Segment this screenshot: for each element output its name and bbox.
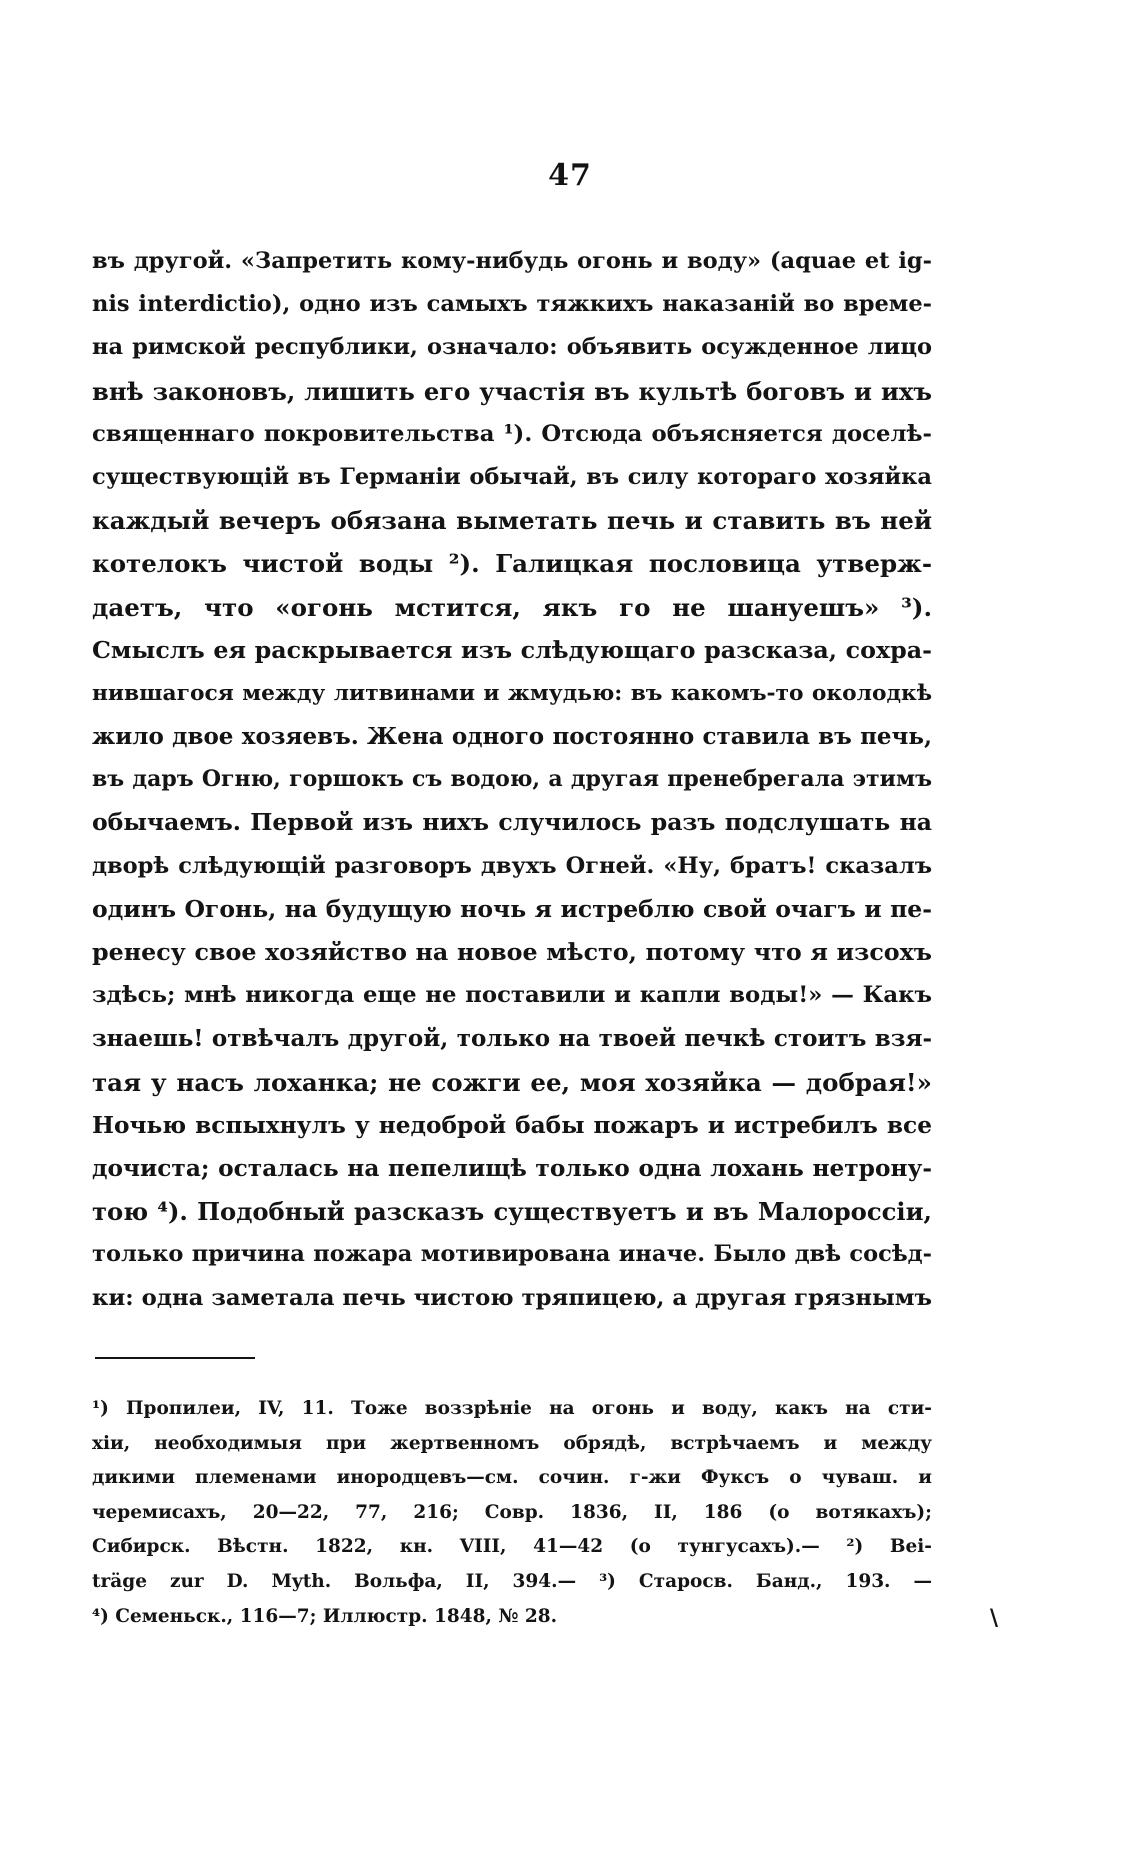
- text-line: внѣ законовъ, лишить его участія въ культѣ боговъ и ихъ: [92, 376, 932, 406]
- footnote-line: ¹) Пропилеи, IV, 11. Тоже воззрѣніе на огонь и воду, какъ на сти-: [92, 1398, 932, 1419]
- text-line: дворѣ слѣдующій разговоръ двухъ Огней. «Ну, братъ! сказалъ: [92, 852, 932, 879]
- text-line: даетъ, что «огонь мстится, якъ го не шануешъ» ³).: [92, 592, 932, 622]
- text-line: обычаемъ. Первой изъ нихъ случилось разъ подслушать на: [92, 808, 932, 837]
- footnote-line: дикими племенами инородцевъ—см. сочин. г-жи Фуксъ о чуваш. и: [92, 1467, 932, 1489]
- text-line: каждый вечеръ обязана выметать печь и ставить въ ней: [92, 506, 932, 536]
- text-line: жило двое хозяевъ. Жена одного постоянно ставила въ печь,: [92, 723, 932, 751]
- footnote-divider: [95, 1357, 255, 1359]
- text-line: только причина пожара мотивирована иначе. Было двѣ сосѣд-: [92, 1241, 932, 1268]
- footnote-line: хіи, необходимыя при жертвенномъ обрядѣ, встрѣчаемъ и между: [92, 1432, 932, 1454]
- text-line: священнаго покровительства ¹). Отсюда объясняется доселѣ-: [92, 420, 932, 447]
- text-line: дочиста; осталась на пепелищѣ только одна лохань нетрону-: [92, 1154, 932, 1182]
- text-line: Ночью вспыхнулъ у недоброй бабы пожаръ и истребилъ все: [92, 1111, 932, 1139]
- text-line: Смыслъ ея раскрывается изъ слѣдующаго разсказа, сохра-: [92, 635, 932, 664]
- text-line: тая у насъ лоханка; не сожги ее, моя хозяйка — добрая!»: [92, 1067, 932, 1097]
- text-line: тою ⁴). Подобный разсказъ существуетъ и въ Малороссіи,: [92, 1197, 932, 1227]
- text-line: на римской республики, означало: объявить осужденное лицо: [92, 334, 932, 361]
- text-line: нившагося между литвинами и жмудью: въ какомъ-то околодкѣ: [92, 680, 932, 706]
- footnote-line: träge zur D. Myth. Вольфа, II, 394.— ³) Старосв. Банд., 193. —: [92, 1570, 932, 1592]
- text-line: одинъ Огонь, на будущую ночь я истреблю свой очагъ и пе-: [92, 894, 932, 923]
- footnote-line: ⁴) Семеньск., 116—7; Иллюстр. 1848, № 28.: [92, 1605, 558, 1627]
- text-line: котелокъ чистой воды ²). Галицкая пословица утверж-: [92, 549, 932, 579]
- text-line: знаешь! отвѣчалъ другой, только на твоей печкѣ стоитъ взя-: [92, 1025, 932, 1053]
- footnote-line: черемисахъ, 20—22, 77, 216; Совр. 1836, II, 186 (о вотякахъ);: [92, 1501, 932, 1523]
- page-number: 47: [548, 158, 592, 193]
- stray-mark: \: [990, 1605, 999, 1631]
- footnote-line: Сибирск. Вѣстн. 1822, кн. VIII, 41—42 (о тунгусахъ).— ²) Bei-: [92, 1536, 932, 1558]
- main-text: [92, 240, 932, 1320]
- text-line: въ другой. «Запретить кому-нибудь огонь и воду» (aquae et ig-: [92, 248, 932, 274]
- text-line: существующій въ Германіи обычай, въ силу котораго хозяйка: [92, 463, 932, 490]
- text-line: ренесу свое хозяйство на новое мѣсто, потому что я изсохъ: [92, 938, 932, 966]
- text-line: ки: одна заметала печь чистою тряпицею, а другая грязнымъ: [92, 1284, 932, 1311]
- text-line: въ даръ Огню, горшокъ съ водою, а другая пренебрегала этимъ: [92, 766, 932, 793]
- footnotes: [92, 1392, 932, 1634]
- text-line: здѣсь; мнѣ никогда еще не поставили и капли воды!» — Какъ: [92, 982, 932, 1009]
- text-line: nis interdictio), одно изъ самыхъ тяжкихъ наказаній во време-: [92, 291, 932, 318]
